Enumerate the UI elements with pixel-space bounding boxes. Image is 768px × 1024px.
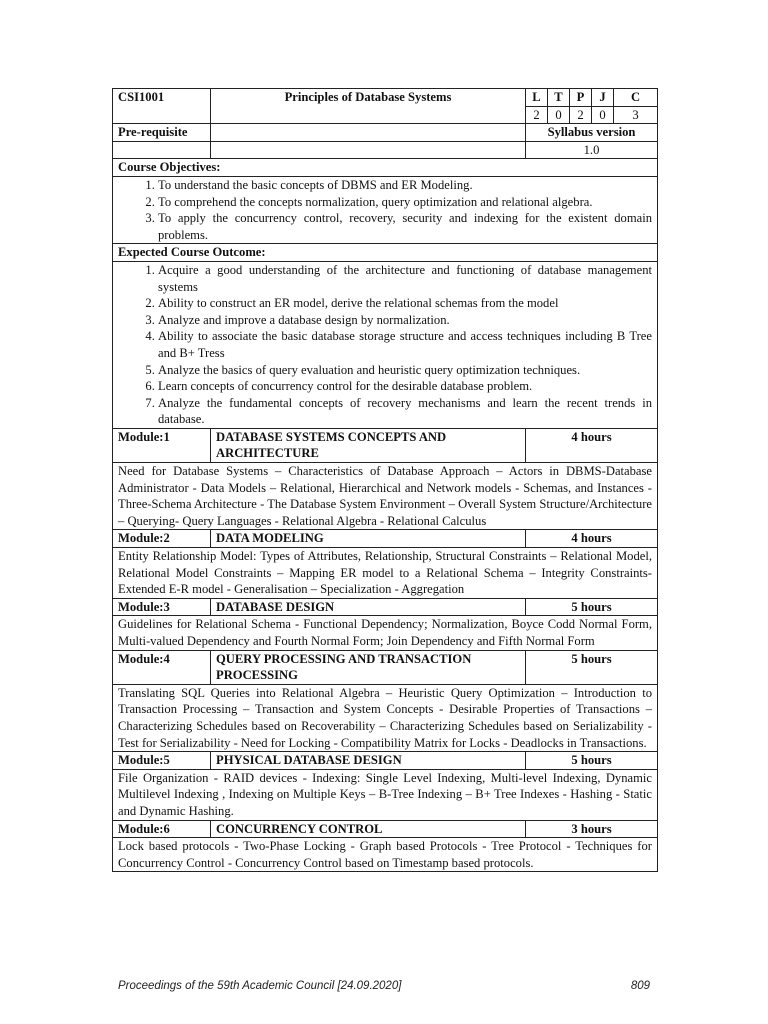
module-hours: 5 hours xyxy=(526,650,658,684)
footer-text: Proceedings of the 59th Academic Council [24.09.2020] xyxy=(118,980,402,992)
module-content-row xyxy=(113,463,658,530)
module-title: CONCURRENCY CONTROL xyxy=(211,820,526,838)
ltpjc-value-t: 0 xyxy=(548,106,570,124)
course-code: CSI1001 xyxy=(113,89,211,124)
outcomes-heading: Expected Course Outcome: xyxy=(113,244,658,262)
module-hours: 3 hours xyxy=(526,820,658,838)
ltpjc-value-j: 0 xyxy=(592,106,614,124)
course-header-row xyxy=(113,89,658,107)
module-header-row xyxy=(113,650,658,684)
ltpjc-header-c: C xyxy=(614,89,658,107)
module-content: Entity Relationship Model: Types of Attributes, Relationship, Structural Constraints – Relational Model, Relational Model Constraints – Mapping ER model to a Relational Schema – Integrity Constraints-Extended E-R model - Generalisation – Specialization - Aggregation xyxy=(113,548,658,599)
ltpjc-value-c: 3 xyxy=(614,106,658,124)
list-item: 1. To understand the basic concepts of DBMS and ER Modeling. xyxy=(158,177,652,194)
module-content: Need for Database Systems – Characteristics of Database Approach – Actors in DBMS-Database Administrator - Data Models – Relational, Hierarchical and Network models - Schemas, and Instances - Three-Schema Architecture - The Database System Environment – Overall System Structure/Architecture – Querying- Query Languages - Relational Algebra - Relational Calculus xyxy=(113,463,658,530)
prerequisite-label: Pre-requisite xyxy=(113,124,211,142)
syllabus-table xyxy=(112,88,658,872)
module-content: Lock based protocols - Two-Phase Locking - Graph based Protocols - Tree Protocol - Techniques for Concurrency Control - Concurrency Control based on Timestamp based protocols. xyxy=(113,838,658,872)
list-item: 4. Ability to associate the basic database storage structure and access techniques including B Tree and B+ Tress xyxy=(158,328,652,361)
module-label: Module:2 xyxy=(113,530,211,548)
list-item: 6. Learn concepts of concurrency control for the desirable database problem. xyxy=(158,378,652,395)
course-title: Principles of Database Systems xyxy=(211,89,526,124)
module-title: DATABASE SYSTEMS CONCEPTS AND ARCHITECTURE xyxy=(211,428,526,462)
outcomes-list xyxy=(118,262,652,428)
list-item: 2. Ability to construct an ER model, derive the relational schemas from the model xyxy=(158,295,652,312)
module-content: Guidelines for Relational Schema - Functional Dependency; Normalization, Boyce Codd Normal Form, Multi-valued Dependency and Fourth Normal Form; Join Dependency and Fifth Normal Form xyxy=(113,616,658,650)
objectives-heading: Course Objectives: xyxy=(113,159,658,177)
module-title: DATA MODELING xyxy=(211,530,526,548)
module-hours: 4 hours xyxy=(526,530,658,548)
module-label: Module:4 xyxy=(113,650,211,684)
module-title: PHYSICAL DATABASE DESIGN xyxy=(211,752,526,770)
module-title: QUERY PROCESSING AND TRANSACTION PROCESSING xyxy=(211,650,526,684)
module-hours: 5 hours xyxy=(526,752,658,770)
page-footer xyxy=(118,980,650,992)
module-content: File Organization - RAID devices - Indexing: Single Level Indexing, Multi-level Indexing, Dynamic Multilevel Indexing , Indexing on Multiple Keys – B-Tree Indexing – B+ Tree Indexes - Hashing - Static and Dynamic Hashing. xyxy=(113,769,658,820)
ltpjc-header-j: J xyxy=(592,89,614,107)
syllabus-version-label: Syllabus version xyxy=(526,124,658,142)
module-header-row xyxy=(113,598,658,616)
module-label: Module:6 xyxy=(113,820,211,838)
list-item: 1. Acquire a good understanding of the architecture and functioning of database management systems xyxy=(158,262,652,295)
ltpjc-header-t: T xyxy=(548,89,570,107)
blank-cell xyxy=(113,141,211,159)
list-item: 7. Analyze the fundamental concepts of recovery mechanisms and learn the recent trends in database. xyxy=(158,395,652,428)
objectives-heading-row xyxy=(113,159,658,177)
module-title: DATABASE DESIGN xyxy=(211,598,526,616)
ltpjc-header-p: P xyxy=(570,89,592,107)
module-content-row xyxy=(113,548,658,599)
syllabus-page xyxy=(112,88,657,872)
list-item: 2. To comprehend the concepts normalization, query optimization and relational algebra. xyxy=(158,194,652,211)
ltpjc-header-l: L xyxy=(526,89,548,107)
module-hours: 4 hours xyxy=(526,428,658,462)
ltpjc-value-p: 2 xyxy=(570,106,592,124)
blank-cell xyxy=(211,141,526,159)
module-content-row xyxy=(113,838,658,872)
outcomes-heading-row xyxy=(113,244,658,262)
syllabus-version-value: 1.0 xyxy=(526,141,658,159)
module-content: Translating SQL Queries into Relational Algebra – Heuristic Query Optimization – Introduction to Transaction Processing – Transaction and System Concepts - Desirable Properties of Transactions – Characterizing Schedules based on Recoverability – Characterizing Schedules based on Serializability - Test for Serializability - Need for Locking - Compatibility Matrix for Locks - Deadlocks in Transactions. xyxy=(113,684,658,751)
prerequisite-row xyxy=(113,124,658,142)
module-header-row xyxy=(113,752,658,770)
ltpjc-value-l: 2 xyxy=(526,106,548,124)
list-item: 5. Analyze the basics of query evaluation and heuristic query optimization techniques. xyxy=(158,362,652,379)
module-label: Module:1 xyxy=(113,428,211,462)
module-content-row xyxy=(113,769,658,820)
list-item: 3. Analyze and improve a database design by normalization. xyxy=(158,312,652,329)
module-header-row xyxy=(113,820,658,838)
module-content-row xyxy=(113,684,658,751)
module-header-row xyxy=(113,530,658,548)
module-header-row xyxy=(113,428,658,462)
prerequisite-value xyxy=(211,124,526,142)
objectives-list-row xyxy=(113,176,658,243)
module-label: Module:5 xyxy=(113,752,211,770)
module-content-row xyxy=(113,616,658,650)
module-label: Module:3 xyxy=(113,598,211,616)
module-hours: 5 hours xyxy=(526,598,658,616)
list-item: 3. To apply the concurrency control, recovery, security and indexing for the existent domain problems. xyxy=(158,210,652,243)
outcomes-list-row xyxy=(113,261,658,428)
objectives-list xyxy=(118,177,652,243)
syllabus-version-row xyxy=(113,141,658,159)
page-number: 809 xyxy=(630,980,650,992)
